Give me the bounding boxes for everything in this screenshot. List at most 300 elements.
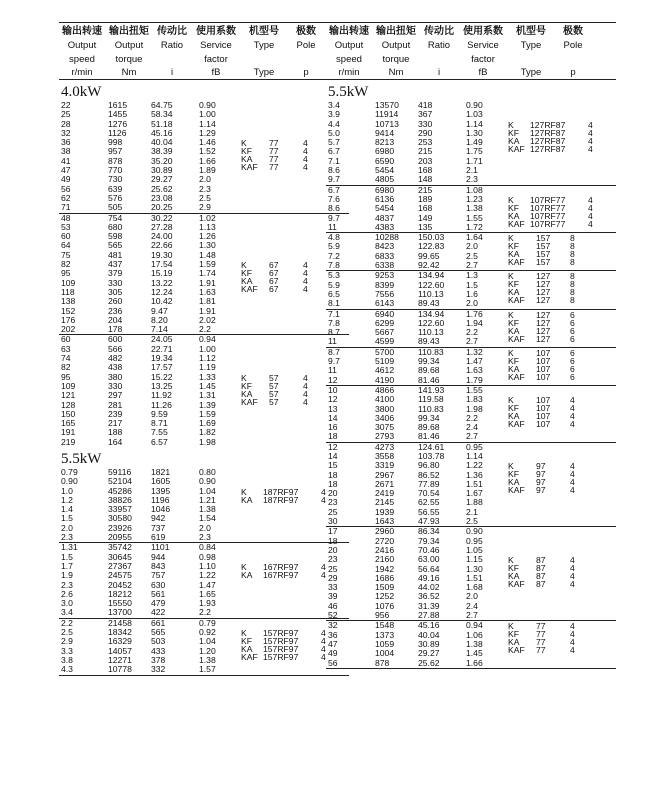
cell: 6.5 [328, 288, 340, 299]
table-row [326, 175, 616, 184]
cell: 86.52 [418, 469, 440, 480]
type-pole: 4 [321, 628, 326, 639]
cell: 0.90 [61, 476, 78, 487]
cell: 47 [328, 638, 338, 649]
type-model: 157 [536, 233, 551, 244]
type-pole: 6 [570, 355, 575, 366]
cell: 1.2 [61, 494, 73, 505]
cell: 8.6 [328, 203, 340, 214]
type-prefix: KA [241, 276, 253, 287]
cell: 1.38 [466, 638, 483, 649]
header-cn-4: 机型号 [516, 26, 546, 37]
cell: 2.2 [199, 607, 211, 618]
cell: 1.39 [199, 399, 216, 410]
cell: 122.60 [418, 317, 445, 328]
cell: 219 [61, 436, 76, 447]
header-units-0: r/min [71, 67, 93, 78]
header-units-3: fB [478, 67, 488, 78]
cell: 639 [108, 183, 123, 194]
type-model: 77 [536, 637, 546, 648]
cell: 1.91 [199, 277, 216, 288]
type-model: 127 [536, 325, 551, 336]
cell: 8.20 [151, 314, 168, 325]
cell: 1.00 [199, 343, 216, 354]
type-model: 77 [269, 154, 279, 165]
cell: 1686 [375, 572, 395, 583]
type-prefix: KF [508, 241, 519, 252]
cell: 1373 [375, 629, 395, 640]
cell: 1.57 [199, 664, 216, 675]
cell: 18 [328, 431, 338, 442]
cell: 3319 [375, 460, 395, 471]
cell: 29 [328, 572, 338, 583]
type-prefix: KAF [508, 143, 525, 154]
cell: 418 [418, 100, 433, 110]
cell: 30.22 [151, 212, 173, 223]
cell: 1.38 [199, 504, 216, 515]
cell: 1.52 [199, 146, 216, 157]
cell: 1.7 [61, 560, 73, 571]
cell: 2.4 [466, 600, 478, 611]
header-en1-3: Service [200, 40, 232, 51]
type-model: 107 [536, 363, 551, 374]
type-prefix: KA [241, 569, 253, 580]
cell: 290 [418, 127, 433, 138]
cell: 1548 [375, 620, 395, 631]
cell: 2.7 [466, 610, 478, 621]
cell: 20452 [108, 579, 132, 590]
cell: 2160 [375, 554, 395, 565]
cell: 4866 [375, 384, 395, 395]
cell: 1.63 [466, 365, 483, 376]
type-prefix: K [508, 461, 514, 472]
cell: 1.23 [466, 193, 483, 204]
cell: 23926 [108, 522, 132, 533]
cell: 1.59 [199, 408, 216, 419]
cell: 59116 [108, 466, 132, 477]
cell: 1276 [108, 118, 128, 129]
table-bottom-rule [59, 675, 349, 676]
cell: 25 [61, 109, 71, 120]
cell: 45286 [108, 485, 132, 496]
cell: 1.66 [199, 155, 216, 166]
cell: 9253 [375, 270, 395, 281]
cell: 1.91 [199, 305, 216, 316]
cell: 757 [151, 570, 166, 581]
cell: 11.26 [151, 399, 172, 410]
type-pole: 4 [588, 119, 593, 130]
cell: 15 [328, 460, 338, 471]
cell: 730 [108, 174, 123, 185]
type-model: 107 [536, 419, 551, 430]
cell: 2419 [375, 488, 395, 499]
section-title: 5.5kW [328, 84, 369, 100]
cell: 5667 [375, 327, 395, 338]
type-pole: 8 [570, 295, 575, 306]
header-units-4: Type [520, 67, 542, 78]
table-row [59, 608, 349, 617]
cell: 60 [61, 231, 71, 242]
cell: 204 [108, 314, 123, 325]
cell: 1.9 [61, 570, 73, 581]
cell: 1.06 [466, 629, 483, 640]
type-prefix: KF [241, 268, 252, 279]
cell: 1.14 [466, 118, 483, 129]
cell: 12 [328, 441, 338, 452]
type-prefix: KAF [241, 396, 258, 407]
cell: 3558 [375, 450, 395, 461]
cell: 38826 [108, 494, 132, 505]
type-pole: 6 [570, 333, 575, 344]
cell: 1.72 [466, 221, 483, 232]
cell: 2.6 [61, 588, 73, 599]
cell: 6.7 [328, 184, 340, 195]
cell: 46 [328, 600, 338, 611]
type-pole: 4 [303, 162, 308, 173]
cell: 1.38 [199, 654, 216, 665]
type-pole: 4 [303, 284, 308, 295]
cell: 30645 [108, 551, 132, 562]
cell: 22 [61, 100, 71, 110]
header-en1-4: Type [520, 40, 542, 51]
cell: 48 [61, 212, 71, 223]
cell: 2.5 [466, 516, 478, 527]
type-prefix: KF [508, 279, 519, 290]
cell: 1942 [375, 563, 395, 574]
type-pole: 4 [570, 629, 575, 640]
cell: 188 [108, 427, 123, 438]
cell: 1.45 [466, 648, 483, 659]
type-prefix: KA [508, 477, 520, 488]
cell: 1059 [375, 638, 395, 649]
data-block [59, 542, 349, 617]
cell: 24575 [108, 570, 132, 581]
type-prefix: KA [508, 411, 520, 422]
cell: 330 [108, 380, 123, 391]
cell: 22.71 [151, 343, 173, 354]
type-model: 167RF97 [263, 569, 299, 580]
type-prefix: K [241, 628, 247, 639]
cell: 998 [108, 137, 123, 148]
cell: 1.67 [466, 488, 483, 499]
type-model: 77 [269, 162, 279, 173]
cell: 332 [151, 664, 166, 675]
cell: 96.80 [418, 460, 440, 471]
type-model: 107 [536, 347, 551, 358]
cell: 110.83 [418, 403, 444, 414]
cell: 1.30 [199, 240, 216, 251]
cell: 2.2 [199, 324, 211, 335]
cell: 53 [61, 221, 71, 232]
cell: 18 [328, 478, 338, 489]
type-prefix: KF [508, 202, 519, 213]
type-model: 67 [269, 260, 279, 271]
cell: 122.83 [418, 241, 445, 252]
cell: 2.2 [61, 617, 73, 628]
type-model: 107 [536, 371, 551, 382]
cell: 38.39 [151, 146, 173, 157]
cell: 138 [61, 296, 76, 307]
cell: 1.98 [466, 403, 483, 414]
cell: 1196 [151, 494, 170, 505]
type-prefix: KA [241, 644, 253, 655]
cell: 45.16 [418, 620, 440, 631]
header-en1-4: Type [253, 40, 275, 51]
cell: 2960 [375, 526, 395, 537]
cell: 1.64 [466, 232, 483, 243]
header-cn-0: 输出转速 [329, 26, 369, 37]
type-model: 157RF97 [263, 652, 299, 663]
cell: 379 [108, 268, 123, 279]
cell: 1.94 [466, 317, 483, 328]
type-prefix: K [508, 233, 514, 244]
header-en2-1: torque [115, 54, 143, 65]
header-units-4: Type [253, 67, 275, 78]
cell: 2.5 [466, 250, 478, 261]
cell: 3.9 [328, 109, 340, 120]
cell: 99.34 [418, 356, 440, 367]
type-model: 187RF97 [263, 494, 299, 505]
cell: 1.14 [466, 450, 483, 461]
table-row [326, 611, 616, 620]
table-header [59, 22, 349, 80]
cell: 8.1 [328, 298, 340, 309]
cell: 6136 [375, 193, 395, 204]
cell: 0.94 [466, 620, 483, 631]
cell: 1.81 [199, 296, 216, 307]
cell: 1.66 [466, 657, 483, 668]
type-prefix: KAF [508, 333, 525, 344]
cell: 1.22 [466, 460, 483, 471]
type-prefix: KA [508, 249, 520, 260]
type-pole: 4 [303, 388, 308, 399]
cell: 1101 [151, 542, 170, 553]
type-prefix: KF [241, 636, 252, 647]
cell: 2.02 [199, 314, 216, 325]
cell: 2.5 [61, 627, 73, 638]
type-pole: 4 [570, 571, 575, 582]
cell: 661 [151, 617, 166, 628]
cell: 1.02 [199, 212, 216, 223]
cell: 164 [108, 436, 123, 447]
cell: 10778 [108, 664, 132, 675]
header-cn-3: 使用系数 [196, 26, 236, 37]
cell: 1252 [375, 591, 395, 602]
header-en1-5: Pole [296, 40, 316, 51]
header-units-0: r/min [338, 67, 360, 78]
cell: 6.57 [151, 436, 168, 447]
type-model: 167RF97 [263, 561, 299, 572]
type-prefix: K [508, 271, 514, 282]
type-prefix: K [508, 119, 514, 130]
cell: 7.1 [328, 308, 340, 319]
cell: 1.05 [466, 544, 483, 555]
type-model: 127 [536, 295, 551, 306]
cell: 27.28 [151, 221, 173, 232]
cell: 110.83 [418, 346, 444, 357]
cell: 878 [375, 657, 390, 668]
cell: 4.4 [328, 118, 340, 129]
cell: 1.63 [199, 286, 216, 297]
cell: 1046 [151, 504, 171, 515]
cell: 3.0 [61, 598, 73, 609]
cell: 191 [61, 427, 76, 438]
table-row [59, 438, 349, 447]
type-model: 107 [536, 403, 551, 414]
header-en2-1: torque [382, 54, 410, 65]
cell: 21458 [108, 617, 132, 628]
type-pole: 4 [570, 563, 575, 574]
cell: 1.79 [466, 374, 483, 385]
cell: 6143 [375, 298, 395, 309]
cell: 565 [108, 240, 123, 251]
cell: 29.27 [151, 174, 173, 185]
header-cn-5: 极数 [563, 26, 583, 37]
cell: 481 [108, 249, 123, 260]
cell: 1.12 [199, 353, 216, 364]
cell: 1.55 [466, 384, 483, 395]
type-prefix: K [508, 621, 514, 632]
cell: 118 [61, 286, 75, 297]
cell: 843 [151, 560, 166, 571]
data-block [59, 468, 349, 542]
cell: 3075 [375, 422, 395, 433]
cell: 24.05 [151, 334, 173, 345]
cell: 6833 [375, 250, 395, 261]
cell: 56.64 [418, 563, 440, 574]
type-pole: 4 [588, 143, 593, 154]
cell: 5.3 [328, 270, 340, 281]
cell: 1.15 [466, 554, 483, 565]
type-pole: 4 [303, 372, 308, 383]
cell: 1395 [151, 485, 171, 496]
type-pole: 8 [570, 287, 575, 298]
cell: 1.26 [199, 231, 216, 242]
type-prefix: KAF [508, 419, 525, 430]
cell: 1.30 [466, 127, 483, 138]
type-prefix: KF [508, 127, 519, 138]
type-prefix: K [241, 138, 247, 149]
cell: 1615 [108, 100, 128, 110]
type-model: 127 [536, 279, 551, 290]
type-prefix: K [508, 555, 514, 566]
cell: 35.20 [151, 155, 173, 166]
type-pole: 4 [303, 380, 308, 391]
cell: 25 [328, 506, 338, 517]
cell: 30.89 [418, 638, 440, 649]
cell: 38 [61, 146, 71, 157]
cell: 124.61 [418, 441, 445, 452]
cell: 89.43 [418, 298, 440, 309]
type-pole: 4 [303, 260, 308, 271]
type-model: 107 [536, 355, 551, 366]
data-block [59, 101, 349, 213]
cell: 6338 [375, 260, 395, 271]
type-prefix: K [241, 561, 247, 572]
cell: 1.5 [61, 513, 73, 524]
cell: 7.55 [151, 427, 168, 438]
cell: 0.95 [466, 535, 483, 546]
type-pole: 8 [570, 257, 575, 268]
cell: 18 [328, 535, 338, 546]
type-prefix: K [241, 486, 247, 497]
cell: 0.90 [199, 100, 216, 110]
cell: 0.80 [199, 466, 216, 477]
cell: 150 [61, 408, 76, 419]
cell: 4190 [375, 374, 395, 385]
data-block [59, 334, 349, 447]
data-block [326, 270, 616, 308]
cell: 630 [151, 579, 166, 590]
cell: 253 [418, 137, 433, 148]
cell: 99.65 [418, 250, 440, 261]
cell: 11.92 [151, 390, 172, 401]
cell: 8.6 [328, 165, 340, 176]
table-row [326, 223, 616, 232]
cell: 13.25 [151, 380, 173, 391]
cell: 189 [418, 193, 433, 204]
cell: 2967 [375, 469, 395, 480]
type-model: 127 [536, 287, 551, 298]
type-prefix: KA [508, 135, 520, 146]
cell: 5109 [375, 356, 395, 367]
type-pole: 6 [570, 317, 575, 328]
type-prefix: KF [508, 317, 519, 328]
cell: 7.1 [328, 155, 340, 166]
cell: 58.34 [151, 109, 173, 120]
type-pole: 6 [570, 363, 575, 374]
type-pole: 8 [570, 271, 575, 282]
cell: 0.90 [199, 476, 216, 487]
type-pole: 4 [570, 477, 575, 488]
cell: 36.52 [418, 591, 440, 602]
cell: 4.8 [328, 232, 340, 243]
cell: 2.0 [199, 174, 211, 185]
type-pole: 6 [570, 325, 575, 336]
cell: 0.94 [199, 334, 216, 345]
cell: 11 [328, 336, 337, 347]
cell: 40.04 [151, 137, 173, 148]
type-model: 57 [269, 396, 279, 407]
cell: 1.4 [61, 504, 73, 515]
type-pole: 4 [303, 276, 308, 287]
type-prefix: K [241, 372, 247, 383]
cell: 1.93 [199, 598, 216, 609]
cell: 1.75 [466, 146, 483, 157]
cell: 3.3 [61, 645, 73, 656]
cell: 70.46 [418, 544, 440, 555]
cell: 1821 [151, 466, 171, 477]
cell: 330 [418, 118, 433, 129]
type-pole: 4 [303, 154, 308, 165]
cell: 1.51 [466, 572, 483, 583]
cell: 9.7 [328, 174, 340, 185]
cell: 89.43 [418, 336, 440, 347]
header-en1-1: Output [381, 40, 411, 51]
cell: 1.32 [466, 346, 483, 357]
cell: 79.34 [418, 535, 440, 546]
type-model: 77 [536, 645, 546, 656]
cell: 9.47 [151, 305, 168, 316]
type-model: 157RF97 [263, 644, 299, 655]
type-prefix: KF [508, 629, 519, 640]
type-model: 77 [269, 146, 279, 157]
cell: 33 [328, 582, 338, 593]
type-pole: 4 [588, 218, 593, 229]
data-block [326, 385, 616, 442]
cell: 6980 [375, 184, 395, 195]
cell: 13.22 [151, 277, 173, 288]
